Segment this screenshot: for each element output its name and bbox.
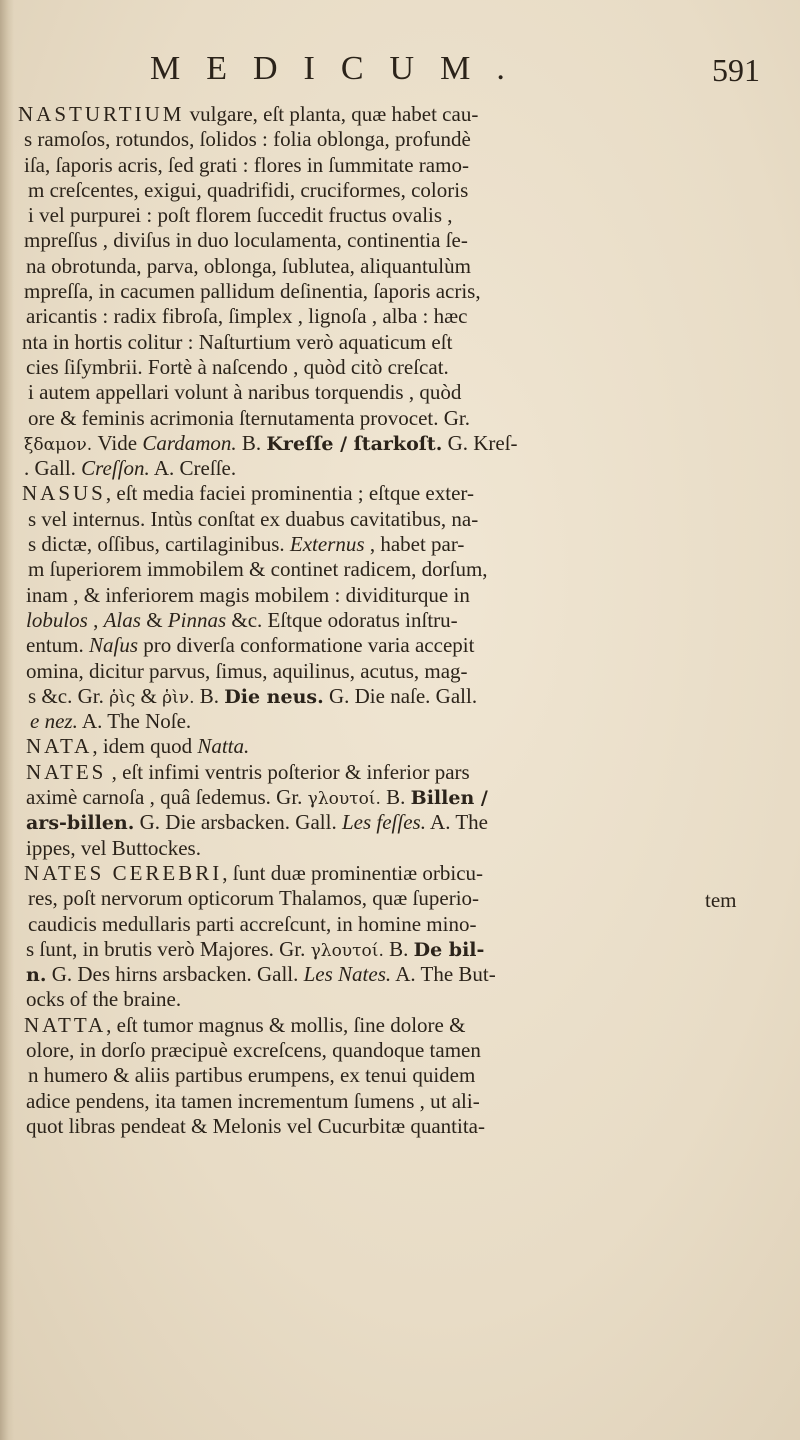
blackletter-term: De bil- [413, 938, 485, 961]
page-header [150, 50, 760, 90]
text-run: A. Creſſe. [149, 456, 237, 481]
text-line [0, 785, 800, 810]
text-run: aximè carnoſa , quâ ſedemus. Gr. [26, 785, 308, 810]
line-content [28, 406, 470, 431]
line-content [26, 1089, 480, 1114]
text-line [0, 583, 800, 608]
text-line [0, 886, 800, 911]
line-content [26, 962, 496, 987]
text-line [0, 330, 800, 355]
line-content [28, 380, 461, 405]
text-run: iſa, ſaporis acris, ſed grati : flores in ſummitate ramo- [24, 152, 469, 177]
italic-term: Creſſon. [81, 456, 150, 481]
text-line [0, 1013, 800, 1038]
text-line [0, 532, 800, 557]
text-line [0, 431, 800, 456]
text-line [0, 1114, 800, 1139]
line-content [26, 633, 474, 658]
italic-term: Alas [103, 607, 141, 632]
greek-term: ῥὶν. [162, 687, 195, 708]
blackletter-term: Die neus. [224, 685, 324, 708]
text-line [0, 659, 800, 684]
text-run: B. [383, 936, 414, 961]
line-content [24, 456, 236, 481]
italic-term: Externus [289, 532, 365, 557]
line-content [24, 1013, 465, 1038]
text-line [0, 633, 800, 658]
text-line [0, 962, 800, 987]
line-content [26, 1114, 485, 1139]
line-content [26, 304, 467, 329]
text-line [0, 1063, 800, 1088]
text-run: res, poſt nervorum opticorum Thalamos, quæ ſuperio- [28, 886, 480, 911]
text-run: mpreſſa, in cacumen pallidum deſinentia, ſaporis acris, [24, 279, 481, 304]
text-run: , idem quod [92, 734, 198, 759]
line-content [22, 330, 452, 355]
greek-term: γλουτοί. [310, 940, 384, 961]
line-content [26, 785, 488, 810]
text-run: , eſt infimi ventris poſterior & inferior pars [106, 759, 470, 784]
text-run: ocks of the braine. [26, 987, 182, 1012]
blackletter-term: ars-billen. [26, 812, 135, 835]
italic-term: Les Nates. [303, 962, 392, 987]
text-line [0, 203, 800, 228]
text-run: , eſt media faciei prominentia ; eſtque exter- [105, 481, 474, 506]
headword: ATES [44, 759, 107, 784]
headword: ATES CEREBRI [42, 860, 223, 885]
text-line [0, 709, 800, 734]
text-run: nta in hortis colitur : Naſturtium verò aquaticum eſt [22, 329, 453, 354]
text-line [0, 836, 800, 861]
line-content [26, 987, 181, 1012]
text-line [0, 228, 800, 253]
text-run: vulgare, eſt planta, quæ habet cau- [184, 102, 479, 126]
text-line [0, 684, 800, 709]
line-content [26, 254, 471, 279]
text-line [0, 380, 800, 405]
text-run: B. [194, 683, 225, 708]
text-run: B. [236, 430, 267, 455]
text-line [0, 254, 800, 279]
text-line [0, 153, 800, 178]
text-run: mpreſſus , diviſus in duo loculamenta, continentia ſe- [24, 228, 468, 253]
text-run: adice pendens, ita tamen incrementum ſumens , ut ali- [26, 1088, 480, 1113]
line-content [26, 659, 468, 684]
text-run: aricantis : radix fibroſa, ſimplex , lignoſa , alba : hæc [26, 304, 468, 329]
text-run: na obrotunda, parva, oblonga, ſublutea, aliquantulùm [26, 253, 471, 278]
italic-term: Natta. [197, 734, 250, 759]
text-run: m ſuperiorem immobilem & continet radicem, dorſum, [28, 557, 488, 582]
text-line [0, 102, 800, 127]
text-line [0, 861, 800, 886]
blackletter-term: n. [26, 964, 47, 987]
text-run: G. Des hirns arsbacken. Gall. [46, 962, 304, 987]
text-run: , ſunt duæ prominentiæ orbicu- [222, 860, 484, 885]
italic-term: e nez. [30, 709, 78, 734]
line-content [28, 557, 488, 582]
line-content [28, 912, 476, 937]
italic-term: Les feſſes. [341, 810, 426, 835]
greek-term: ξδαμον. [24, 434, 98, 455]
headword: ATA [44, 734, 93, 759]
line-content [28, 178, 468, 203]
text-run: & [135, 683, 163, 708]
text-run: B. [380, 785, 411, 810]
line-content [24, 153, 469, 178]
text-line [0, 507, 800, 532]
line-content [28, 684, 477, 709]
greek-term: ῥὶς [109, 687, 136, 708]
line-content [28, 886, 479, 911]
text-line [0, 937, 800, 962]
text-line [0, 456, 800, 481]
line-content [28, 507, 478, 532]
text-run: olore, in dorſo præcipuè excreſcens, quandoque tamen [26, 1037, 481, 1062]
text-run: m creſcentes, exigui, quadrifidi, cruciformes, coloris [28, 177, 469, 202]
text-line [0, 734, 800, 759]
catchword: tem [705, 888, 737, 912]
text-line [0, 987, 800, 1012]
text-run: , habet par- [364, 532, 465, 557]
headword: ASUS [40, 481, 106, 506]
text-line [0, 127, 800, 152]
text-line [0, 760, 800, 785]
text-run: Vide [97, 430, 143, 455]
text-line [0, 810, 800, 835]
italic-term: Cardamon. [142, 430, 237, 455]
text-run: omina, dicitur parvus, ſimus, aquilinus, acutus, mag- [26, 658, 468, 683]
text-run: A. The But- [391, 962, 496, 987]
headword: N [24, 1012, 43, 1037]
text-run: ippes, vel Buttockes. [26, 835, 201, 860]
text-run: A. The [425, 810, 488, 835]
line-content [30, 709, 191, 734]
line-content [22, 481, 474, 506]
italic-term: Pinnas [167, 607, 227, 632]
text-line [0, 912, 800, 937]
line-content [28, 203, 453, 228]
text-line [0, 279, 800, 304]
headword: N [26, 759, 45, 784]
text-line [0, 355, 800, 380]
text-run: inam , & inferiorem magis mobilem : dividiturque in [26, 582, 470, 607]
text-run: entum. [26, 633, 89, 658]
line-content [24, 861, 483, 886]
line-content [26, 760, 470, 785]
line-content [26, 583, 470, 608]
text-run: G. Die arsbacken. Gall. [134, 810, 342, 835]
italic-term: Naſus [89, 633, 139, 658]
greek-term: γλουτοί. [307, 789, 381, 810]
line-content [24, 228, 468, 253]
line-content [24, 279, 481, 304]
line-content [24, 431, 518, 456]
line-content [26, 355, 449, 380]
text-line [0, 608, 800, 633]
text-run: , [87, 607, 104, 632]
text-line [0, 557, 800, 582]
text-run: quot libras pendeat & Melonis vel Cucurbitæ quantita- [26, 1113, 485, 1138]
headword: N [24, 860, 43, 885]
headword: N [18, 102, 37, 126]
headword: ASTURTIUM [36, 102, 185, 126]
line-content [28, 532, 464, 557]
text-run: pro diverſa conformatione varia accepit [138, 633, 475, 658]
blackletter-term: Billen / [410, 787, 488, 810]
text-run: & [140, 607, 168, 632]
text-run: i autem appellari volunt à naribus torquendis , quòd [28, 380, 462, 405]
text-run: ore & feminis acrimonia ſternutamenta provocet. Gr. [28, 405, 471, 430]
text-run: s &c. Gr. [28, 683, 110, 708]
text-run: cies ſiſymbrii. Fortè à naſcendo , quòd citò creſcat. [26, 354, 449, 379]
text-line [0, 1038, 800, 1063]
italic-term: lobulos [26, 607, 88, 632]
text-run: A. The Noſe. [77, 709, 192, 734]
headword: N [22, 481, 41, 506]
text-run: . Gall. [24, 456, 82, 481]
text-line [0, 1089, 800, 1114]
running-head: MEDICUM. [150, 50, 531, 87]
text-run: caudicis medullaris parti accreſcunt, in homine mino- [28, 911, 477, 936]
line-content [26, 937, 484, 962]
text-run: , eſt tumor magnus & mollis, ſine dolore & [106, 1012, 466, 1037]
line-content [26, 836, 201, 861]
dictionary-entries [0, 102, 800, 1139]
text-line [0, 406, 800, 431]
headword: N [26, 734, 45, 759]
text-run: s dictæ, oſſibus, cartilaginibus. [28, 532, 290, 557]
text-run: &c. Eſtque odoratus inſtru- [226, 607, 458, 632]
line-content [28, 1063, 475, 1088]
line-content [18, 102, 478, 127]
page-number: 591 [712, 52, 760, 88]
text-line [0, 304, 800, 329]
line-content [26, 810, 488, 835]
text-line [0, 178, 800, 203]
text-run: G. Die naſe. Gall. [323, 683, 478, 708]
line-content [26, 734, 249, 759]
headword: ATTA [42, 1012, 107, 1037]
text-run: s vel internus. Intùs conſtat ex duabus cavitatibus, na- [28, 506, 479, 531]
text-run: s ſunt, in brutis verò Majores. Gr. [26, 936, 311, 961]
line-content [24, 127, 471, 152]
text-line [0, 481, 800, 506]
text-run: s ramoſos, rotundos, ſolidos : folia oblonga, profundè [24, 127, 471, 152]
blackletter-term: Kreſſe / ſtarkoſt. [266, 432, 443, 455]
text-run: i vel purpurei : poſt florem ſuccedit fructus ovalis , [28, 203, 453, 228]
text-run: G. Kreſ- [442, 430, 518, 455]
line-content [26, 608, 458, 633]
text-run: n humero & aliis partibus erumpens, ex tenui quidem [28, 1063, 476, 1088]
line-content [26, 1038, 481, 1063]
